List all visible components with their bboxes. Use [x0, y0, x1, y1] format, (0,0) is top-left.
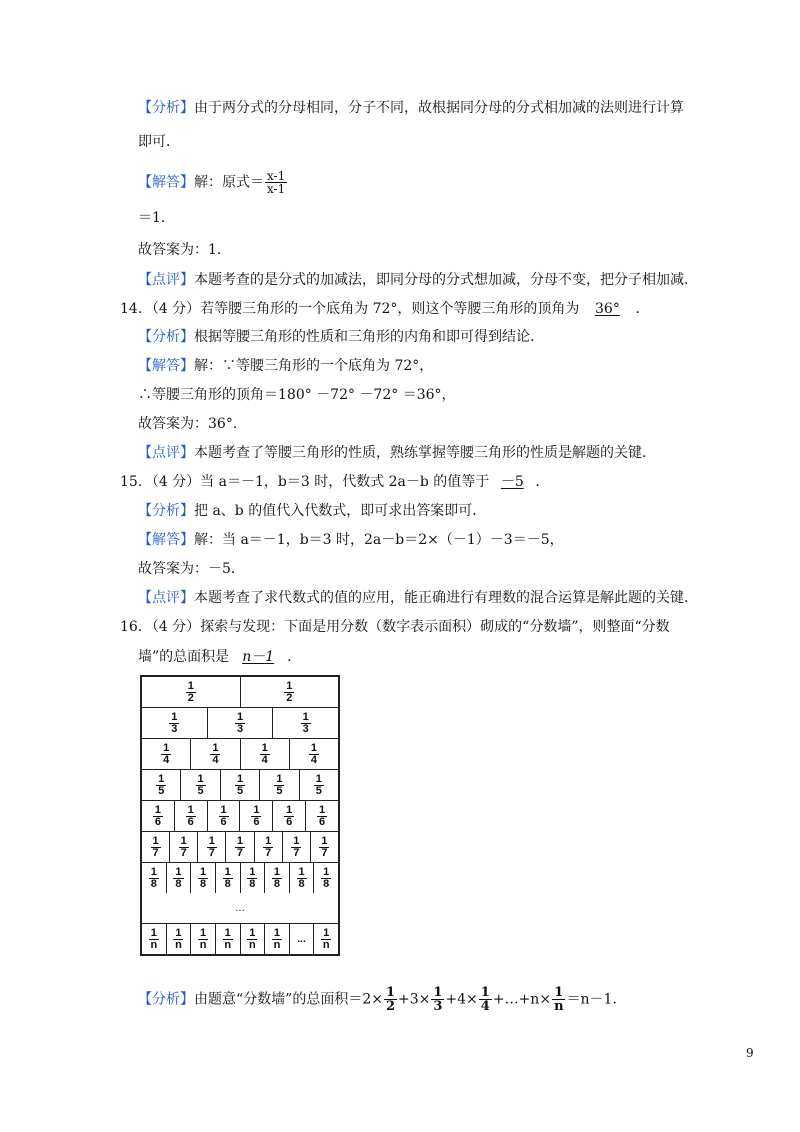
- wall-cell: [241, 677, 339, 707]
- q15-analysis: 【分析】把 a、b 的值代入代数式，即可求出答案即可．: [138, 503, 487, 519]
- q16-stem: 16．（4 分）探索与发现：下面是用分数（数字表示面积）砌成的“分数墙”，则整面“分数: [120, 619, 670, 635]
- wall-fraction: $\frac{1}{7}$: [236, 834, 244, 859]
- analysis-tag: 【分析】: [138, 100, 194, 116]
- wall-cell: [273, 708, 338, 738]
- wall-cell: [283, 832, 311, 862]
- wall-cell: [167, 924, 192, 954]
- wall-cell: [241, 924, 266, 954]
- wall-fraction: $\frac{1}{8}$: [150, 865, 157, 890]
- wall-row-n: [142, 924, 338, 954]
- wall-cell: [142, 708, 208, 738]
- wall-fraction: $\frac{1}{2}$: [187, 679, 194, 704]
- q15-comment: 【点评】本题考查了求代数式的值的应用，能正确进行有理数的混合运算是解此题的关键．: [138, 590, 698, 606]
- wall-cell: [260, 770, 299, 800]
- wall-row: [142, 863, 338, 893]
- wall-fraction: $\frac{1}{4}$: [310, 741, 317, 766]
- wall-fraction: $\frac{1}{5}$: [276, 772, 283, 797]
- wall-fraction: $\frac{1}{n}$: [224, 926, 232, 951]
- wall-cell: [142, 924, 167, 954]
- wall-fraction: $\frac{1}{8}$: [323, 865, 330, 890]
- q13-comment: 【点评】本题考查的是分式的加减法，即同分母的分式想加减，分母不变，把分子相加减．: [138, 272, 698, 288]
- wall-fraction: $\frac{1}{3}$: [171, 710, 178, 735]
- comment-tag: 【点评】: [138, 272, 194, 288]
- q14-step: ∴等腰三角形的顶角＝180° －72° －72° ＝36°，: [138, 387, 456, 403]
- wall-cell: [241, 739, 290, 769]
- q15-stem: 15．（4 分）当 a＝－1，b＝3 时，代数式 2a－b 的值等于 －5 ．: [120, 474, 550, 490]
- wall-cell: [311, 832, 338, 862]
- wall-ellipsis: ...: [297, 933, 306, 945]
- wall-rows: [142, 677, 338, 893]
- q14-final: 故答案为：36°．: [138, 416, 247, 432]
- wall-cell: [273, 801, 306, 831]
- wall-fraction: $\frac{1}{8}$: [200, 865, 207, 890]
- wall-fraction: $\frac{1}{6}$: [154, 803, 161, 828]
- wall-row: [142, 832, 338, 863]
- wall-fraction: $\frac{1}{8}$: [224, 865, 231, 890]
- wall-fraction: $\frac{1}{3}$: [236, 710, 244, 735]
- wall-fraction: $\frac{1}{7}$: [293, 834, 300, 859]
- wall-fraction: $\frac{1}{n}$: [322, 926, 330, 951]
- wall-cell: [167, 863, 192, 893]
- wall-cell: [142, 770, 181, 800]
- answer-tag: 【解答】: [138, 174, 194, 191]
- wall-dots-row: ...: [142, 893, 338, 924]
- wall-cell: [265, 863, 290, 893]
- wall-cell: [216, 924, 241, 954]
- wall-cell: [221, 770, 260, 800]
- wall-cell: [142, 863, 167, 893]
- fraction-wall: [140, 675, 340, 956]
- wall-fraction: $\frac{1}{5}$: [158, 772, 165, 797]
- wall-cell: [170, 832, 198, 862]
- wall-cell: [191, 924, 216, 954]
- wall-fraction: $\frac{1}{7}$: [265, 834, 272, 859]
- wall-cell: [208, 708, 274, 738]
- wall-cell: [265, 924, 290, 954]
- wall-cell: [191, 863, 216, 893]
- wall-cell: [255, 832, 283, 862]
- wall-fraction: $\frac{1}{n}$: [150, 926, 158, 951]
- wall-fraction: $\frac{1}{5}$: [315, 772, 322, 797]
- wall-fraction: $\frac{1}{7}$: [180, 834, 187, 859]
- q13-answer: 【解答】解：原式＝ $\frac{x-1}{x-1}$: [138, 169, 286, 196]
- q15-answer: 【解答】解：当 a＝－1，b＝3 时，2a－b＝2×（－1）－3＝－5，: [138, 532, 564, 548]
- wall-fraction: $\frac{1}{6}$: [318, 803, 326, 828]
- q15-final: 故答案为：－5．: [138, 561, 245, 577]
- q14-answer-blank: 36°: [595, 301, 620, 317]
- q14-comment: 【点评】本题考查了等腰三角形的性质，熟练掌握等腰三角形的性质是解题的关键．: [138, 445, 656, 461]
- wall-row: [142, 708, 338, 739]
- wall-fraction: $\frac{1}{4}$: [261, 741, 268, 766]
- wall-fraction: $\frac{1}{7}$: [152, 834, 159, 859]
- q15-answer-blank: －5: [500, 474, 524, 490]
- page-number: 9: [746, 1046, 754, 1060]
- wall-cell: [142, 801, 175, 831]
- wall-fraction: $\frac{1}{8}$: [273, 865, 280, 890]
- q13-analysis-cont: 即可．: [138, 134, 180, 150]
- wall-fraction: $\frac{1}{8}$: [175, 865, 182, 890]
- wall-fraction: $\frac{1}{3}$: [302, 710, 309, 735]
- wall-cell: [241, 863, 266, 893]
- q16-answer-blank: n－1: [242, 649, 275, 665]
- q16-stem-cont: 墙”的总面积是 n－1 ．: [138, 649, 302, 665]
- wall-fraction: $\frac{1}{6}$: [253, 803, 260, 828]
- wall-cell: [290, 739, 338, 769]
- wall-fraction: $\frac{1}{4}$: [163, 741, 170, 766]
- q14-answer: 【解答】解：∵等腰三角形的一个底角为 72°，: [138, 358, 434, 374]
- wall-cell: [216, 863, 241, 893]
- wall-cell: [142, 832, 170, 862]
- wall-cell: [198, 832, 226, 862]
- wall-cell: [181, 770, 220, 800]
- wall-fraction: $\frac{1}{7}$: [321, 834, 328, 859]
- wall-fraction: $\frac{1}{8}$: [249, 865, 256, 890]
- wall-cell: [191, 739, 240, 769]
- wall-row: [142, 770, 338, 801]
- wall-fraction: $\frac{1}{n}$: [273, 926, 281, 951]
- wall-cell: [290, 924, 315, 954]
- wall-cell: [142, 739, 191, 769]
- wall-row: [142, 677, 338, 708]
- q13-analysis: 【分析】由于两分式的分母相同，分子不同，故根据同分母的分式相加减的法则进行计算: [138, 100, 684, 116]
- q16-analysis: 【分析】由题意“分数墙”的总面积＝2× $\frac{1}{2}$ +3× $\frac{1}{3}$ +4× $\frac{1}{4}$ +…+n× $\frac{1}{n}$ ＝n－1．: [138, 985, 627, 1014]
- wall-fraction: $\frac{1}{2}$: [286, 679, 293, 704]
- wall-row: [142, 801, 338, 832]
- wall-fraction: $\frac{1}{n}$: [175, 926, 182, 951]
- wall-fraction: $\frac{1}{n}$: [199, 926, 207, 951]
- q13-final: 故答案为：1．: [138, 242, 231, 258]
- wall-cell: [142, 677, 241, 707]
- wall-fraction: $\frac{1}{6}$: [187, 803, 194, 828]
- wall-cell: [290, 863, 315, 893]
- q14-analysis: 【分析】根据等腰三角形的性质和三角形的内角和即可得到结论．: [138, 329, 544, 345]
- wall-row: [142, 739, 338, 770]
- wall-fraction: $\frac{1}{5}$: [197, 772, 204, 797]
- wall-cell: [208, 801, 241, 831]
- wall-cell: [314, 924, 338, 954]
- wall-fraction: $\frac{1}{7}$: [208, 834, 215, 859]
- wall-cell: [175, 801, 208, 831]
- wall-fraction: $\frac{1}{6}$: [286, 803, 293, 828]
- wall-fraction: $\frac{1}{5}$: [236, 772, 244, 797]
- wall-cell: [240, 801, 273, 831]
- wall-fraction: $\frac{1}{6}$: [220, 803, 227, 828]
- wall-fraction: $\frac{1}{8}$: [298, 865, 305, 890]
- answer-fraction: $\frac{x-1}{x-1}$: [267, 169, 286, 196]
- q13-step: ＝1．: [138, 210, 175, 226]
- wall-cell: [314, 863, 338, 893]
- wall-fraction: $\frac{1}{n}$: [248, 926, 256, 951]
- q14-stem: 14．（4 分）若等腰三角形的一个底角为 72°，则这个等腰三角形的顶角为 36° ．: [120, 301, 650, 317]
- wall-cell: [306, 801, 338, 831]
- wall-cell: [300, 770, 338, 800]
- wall-cell: [226, 832, 254, 862]
- wall-fraction: $\frac{1}{4}$: [212, 741, 219, 766]
